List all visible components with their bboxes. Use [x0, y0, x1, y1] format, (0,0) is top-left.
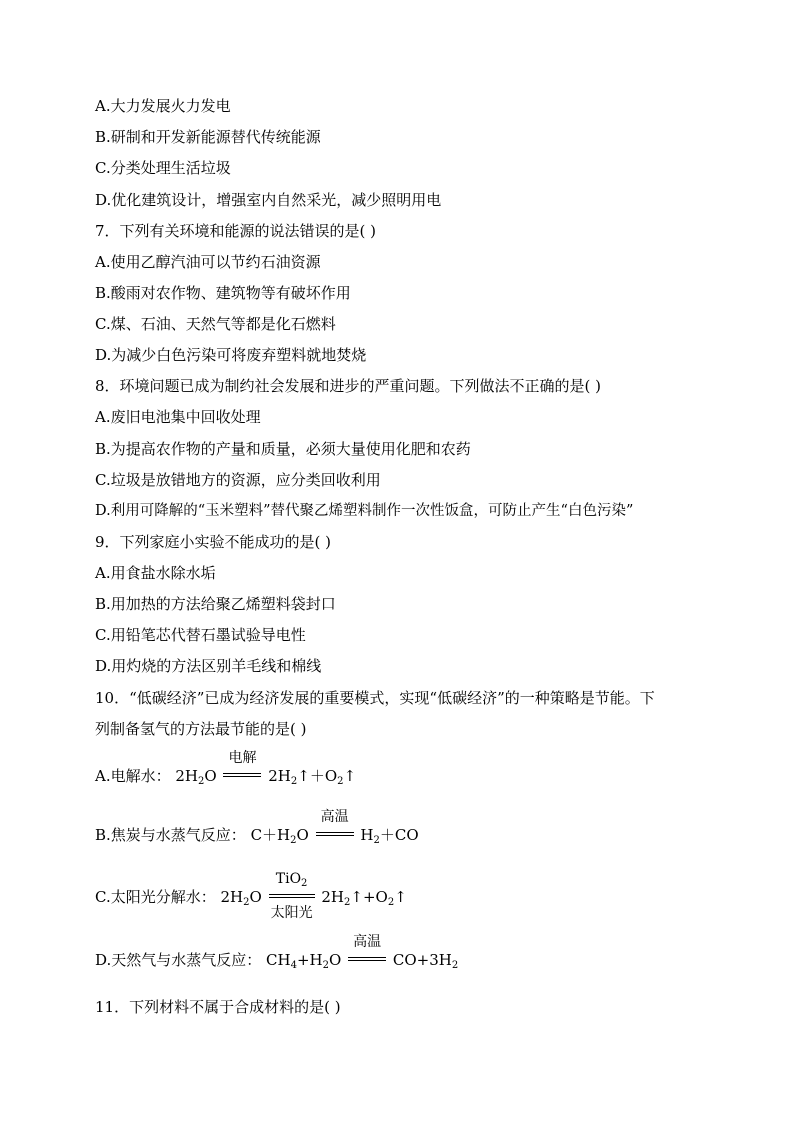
q9-option-d: D.用灼烧的方法区别羊毛线和棉线	[95, 657, 322, 675]
q6-option-d: D.优化建筑设计，增强室内自然采光，减少照明用电	[95, 191, 442, 209]
q9-option-b: B.用加热的方法给聚乙烯塑料袋封口	[95, 595, 336, 613]
option-label: D.天然气与水蒸气反应：	[95, 951, 262, 969]
eq-rhs: $2H_2↑+O_2↑$	[321, 888, 407, 908]
q9-option-a: A.用食盐水除水垢	[95, 564, 216, 582]
reaction-condition: 高温	[314, 824, 356, 842]
q6-option-a: A.大力发展火力发电	[95, 97, 231, 115]
q6-option-c: C.分类处理生活垃圾	[95, 159, 231, 177]
eq-lhs: $2H_2O$	[220, 888, 262, 908]
q8-option-a: A.废旧电池集中回收处理	[95, 408, 261, 426]
eq-lhs: $2H_2O$	[175, 767, 217, 787]
q8-option-c: C.垃圾是放错地方的资源，应分类回收利用	[95, 471, 381, 489]
option-label: A.电解水：	[95, 767, 171, 785]
q9-option-c: C.用铅笔芯代替石墨试验导电性	[95, 626, 306, 644]
q7-option-a: A.使用乙醇汽油可以节约石油资源	[95, 253, 321, 271]
q8-option-d: D.利用可降解的“玉米塑料”替代聚乙烯塑料制作一次性饭盒，可防止产生“白色污染”	[95, 503, 634, 519]
q10-stem-line1: 10．“低碳经济”已成为经济发展的重要模式，实现“低碳经济”的一种策略是节能。下	[95, 689, 655, 707]
eq-lhs: $CH_4+H_2O$	[266, 951, 342, 971]
q7-option-c: C.煤、石油、天然气等都是化石燃料	[95, 315, 336, 333]
eq-lhs: $C+H_2O$	[250, 826, 309, 846]
eq-rhs: $H_2+CO$	[360, 826, 419, 846]
option-label: C.太阳光分解水：	[95, 888, 216, 906]
eq-rhs: $2H_2↑+O_2↑$	[268, 767, 357, 787]
q7-option-d: D.为减少白色污染可将废弃塑料就地焚烧	[95, 346, 367, 364]
reaction-condition: 高温	[346, 949, 388, 967]
q10-option-d	[95, 934, 459, 975]
q10-option-a	[95, 750, 357, 791]
q7-stem: 7．下列有关环境和能源的说法错误的是( )	[95, 222, 377, 240]
q10-option-c	[95, 871, 407, 921]
q7-option-b: B.酸雨对农作物、建筑物等有破坏作用	[95, 284, 351, 302]
q9-stem: 9．下列家庭小实验不能成功的是( )	[95, 533, 332, 551]
reaction-condition: TiO$_2$ 太阳光	[270, 871, 313, 921]
q11-stem: 11．下列材料不属于合成材料的是( )	[95, 998, 341, 1016]
option-label: B.焦炭与水蒸气反应：	[95, 826, 246, 844]
q10-stem-line2: 列制备氢气的方法最节能的是( )	[95, 720, 307, 738]
q8-stem: 8．环境问题已成为制约社会发展和进步的严重问题。下列做法不正确的是( )	[95, 377, 602, 395]
q10-option-b	[95, 809, 419, 850]
eq-rhs: $CO+3H_2$	[392, 951, 459, 971]
reaction-condition: 电解	[221, 765, 263, 783]
q8-option-b: B.为提高农作物的产量和质量，必须大量使用化肥和农药	[95, 440, 471, 458]
q6-option-b: B.研制和开发新能源替代传统能源	[95, 128, 321, 146]
